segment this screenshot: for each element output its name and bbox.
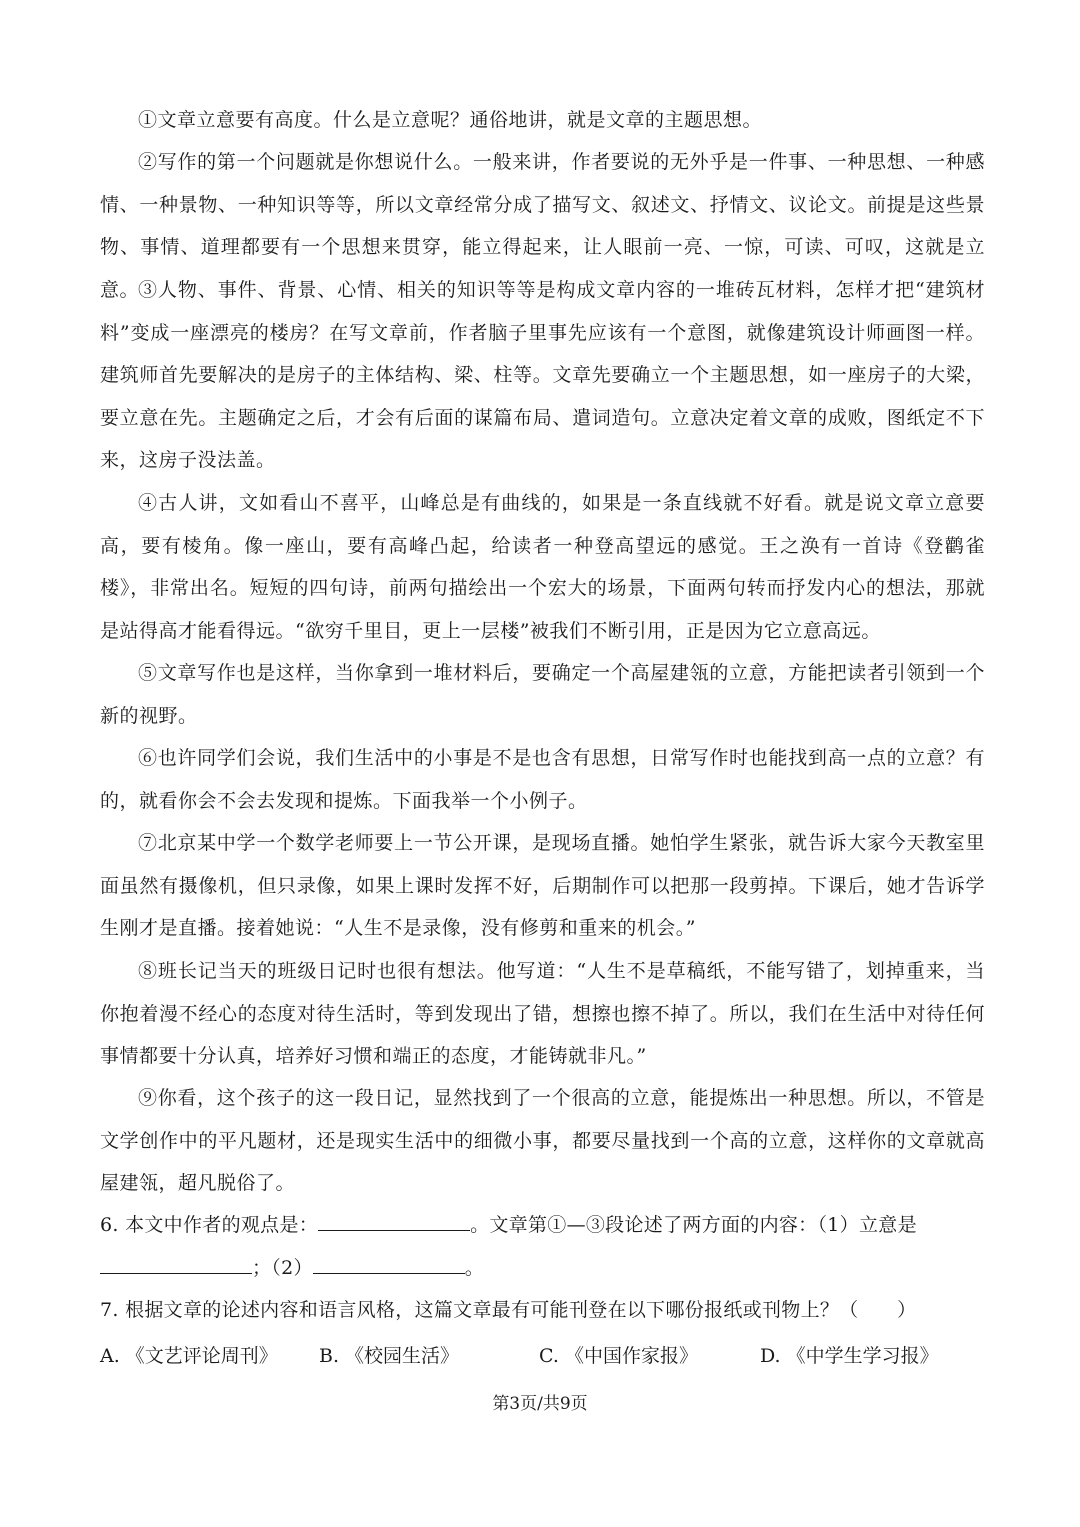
q6-blank-2[interactable] — [100, 1251, 252, 1274]
paragraph-5: ⑤文章写作也是这样，当你拿到一堆材料后，要确定一个高屋建瓴的立意，方能把读者引领到一个新的视野。 — [100, 662, 985, 727]
paragraph-8: ⑧班长记当天的班级日记时也很有想法。他写道：“人生不是草稿纸，不能写错了，划掉重来，当你抱着漫不经心的态度对待生活时，等到发现出了错，想擦也擦不掉了。所以，我们在生活中对待任何事情都要十分认真，培养好习惯和端正的态度，才能铸就非凡。” — [100, 960, 985, 1067]
page-footer: 第3页/共9页 — [492, 1394, 588, 1414]
paragraph-9: ⑨你看，这个孩子的这一段日记，显然找到了一个很高的立意，能提炼出一种思想。所以，不管是文学创作中的平凡题材，还是现实生活中的细微小事，都要尽量找到一个高的立意，这样你的文章就高屋建瓴，超凡脱俗了。 — [100, 1087, 985, 1194]
option-c[interactable]: C. 《中国作家报》 — [539, 1345, 698, 1367]
option-d[interactable]: D. 《中学生学习报》 — [760, 1345, 939, 1367]
paragraph-3: ③人物、事件、背景、心情、相关的知识等等是构成文章内容的一堆砖瓦材料，怎样才把“建筑材料”变成一座漂亮的楼房？在写文章前，作者脑子里事先应该有一个意图，就像建筑设计师画图一样。建筑师首先要解决的是房子的主体结构、梁、柱等。文章先要确立一个主题思想，如一座房子的大梁，要立意在先。主题确定之后，才会有后面的谋篇布局、遣词造句。立意决定着文章的成败，图纸定不下来，这房子没法盖。 — [100, 279, 985, 471]
option-b[interactable]: B. 《校园生活》 — [319, 1345, 460, 1367]
question-7-options — [100, 1336, 985, 1376]
paragraph-7: ⑦北京某中学一个数学老师要上一节公开课，是现场直播。她怕学生紧张，就告诉大家今天教室里面虽然有摄像机，但只录像，如果上课时发挥不好，后期制作可以把那一段剪掉。下课后，她才告诉学生刚才是直播。接着她说：“人生不是录像，没有修剪和重来的机会。” — [100, 832, 985, 939]
q6-text-3: ；（2） — [252, 1256, 313, 1279]
q6-blank-1[interactable] — [318, 1208, 470, 1231]
q6-text-2: 。文章第①—③段论述了两方面的内容：（1）立意是 — [470, 1214, 917, 1236]
paragraph-6: ⑥也许同学们会说，我们生活中的小事是不是也含有思想，日常写作时也能找到高一点的立意？有的，就看你会不会去发现和提炼。下面我举一个小例子。 — [100, 747, 985, 812]
paragraph-4: ④古人讲，文如看山不喜平，山峰总是有曲线的，如果是一条直线就不好看。就是说文章立意要高，要有棱角。像一座山，要有高峰凸起，给读者一种登高望远的感觉。王之涣有一首诗《登鹳雀楼》，非常出名。短短的四句诗，前两句描绘出一个宏大的场景，下面两句转而抒发内心的想法，那就是站得高才能看得远。“欲穷千里目，更上一层楼”被我们不断引用，正是因为它立意高远。 — [100, 492, 985, 642]
paragraph-1: ①文章立意要有高度。什么是立意呢？通俗地讲，就是文章的主题思想。 — [138, 109, 763, 131]
paragraph-2: ②写作的第一个问题就是你想说什么。一般来讲，作者要说的无外乎是一件事、一种思想、一种感情、一种景物、一种知识等等，所以文章经常分成了描写文、叙述文、抒情文、议论文。前提是这些景物、事情、道理都要有一个思想来贯穿，能立得起来，让人眼前一亮、一惊，可读、可叹，这就是立意。 — [100, 151, 985, 301]
q6-text-1: 6. 本文中作者的观点是： — [100, 1214, 319, 1236]
option-a[interactable]: A. 《文艺评论周刊》 — [100, 1345, 278, 1367]
q6-text-4: 。 — [464, 1256, 485, 1279]
question-6 — [100, 1204, 985, 1289]
q6-blank-3[interactable] — [313, 1251, 465, 1274]
question-7-stem: 7. 根据文章的论述内容和语言风格，这篇文章最有可能刊登在以下哪份报纸或刊物上？（ ） — [100, 1299, 917, 1321]
